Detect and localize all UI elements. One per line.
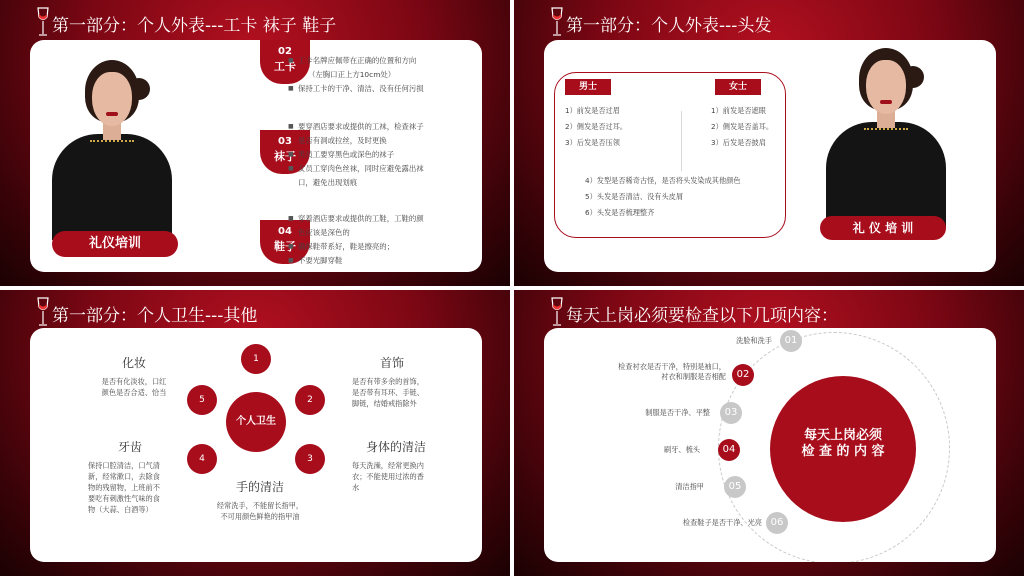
hand-cleaning-item — [210, 480, 310, 522]
node-1: 1 — [241, 344, 271, 374]
item-text: 是否有化淡妆，口红 — [101, 377, 167, 386]
step-03: 03 — [720, 402, 742, 424]
step-02-label: 检查衬衣是否干净，特别是袖口， 衬衣和制服是否相配 — [618, 362, 726, 381]
wine-glass-icon — [36, 297, 50, 327]
step-01-label: 洗脸和洗手 — [736, 336, 772, 345]
list-item: 3）后发是否披肩 — [711, 138, 766, 147]
presenter-photo — [826, 48, 946, 228]
slide-2[interactable] — [514, 0, 1024, 286]
body-cleaning-item — [352, 440, 426, 493]
content-card — [30, 328, 482, 562]
common-list — [585, 173, 741, 221]
node-5: 5 — [187, 385, 217, 415]
wine-glass-icon — [550, 7, 564, 37]
male-tag: 男士 — [565, 79, 611, 95]
content-card — [544, 328, 996, 562]
item-text: 要吃有刺激性气味的食 — [88, 494, 160, 503]
slide-title: 第一部分：个人外表---工卡 袜子 鞋子 — [52, 16, 337, 36]
slide-title: 每天上岗必须要检查以下几项内容： — [566, 306, 838, 326]
center-line: 检 查 的 内 容 — [801, 444, 885, 459]
socks-list — [288, 120, 424, 190]
item-heading: 身体的清洁 — [366, 440, 427, 454]
step-05-label: 清洁指甲 — [675, 482, 704, 491]
item-text: 保持口腔清洁，口气清 — [88, 461, 160, 470]
male-list — [565, 103, 627, 151]
item-heading: 手的清洁 — [235, 480, 284, 494]
item-text: 物的残留物，上班前不 — [88, 483, 160, 492]
list-item: ■ 要穿酒店要求或提供的工袜，检查袜子 — [288, 120, 424, 134]
list-item: ■ 男员工要穿黑色或深色的袜子 — [288, 148, 424, 162]
step-04: 04 — [718, 439, 740, 461]
center-line: 每天上岗必须 — [803, 428, 882, 443]
list-item: 2）侧发是否过耳。 — [565, 122, 628, 131]
list-item: 5）头发是否清洁、没有头皮屑 — [585, 192, 684, 201]
list-item: 是否有洞或拉丝，及时更换 — [298, 136, 387, 145]
jewelry-item — [352, 356, 424, 409]
tab-label: 工卡 — [274, 60, 296, 73]
female-tag: 女士 — [715, 79, 761, 95]
female-list — [711, 103, 773, 151]
list-item: 2）侧发是否盖耳。 — [711, 122, 774, 131]
slide-3[interactable] — [0, 290, 510, 576]
list-item: 3）后发是否压领 — [565, 138, 620, 147]
item-text: 是否有带多余的首饰， — [352, 377, 424, 386]
wine-glass-icon — [36, 7, 50, 37]
tab-number: 04 — [278, 226, 292, 237]
hair-checklist-box — [554, 72, 786, 238]
list-item: ■ 女员工穿肉色丝袜，同时应避免露出袜 — [288, 162, 424, 176]
list-item: （左胸口正上方10cm处） — [308, 70, 396, 79]
step-02: 02 — [732, 364, 754, 386]
item-text: 衣；不能使用过浓的香 — [352, 472, 424, 481]
item-text: 物（大蒜、白酒等） — [88, 505, 153, 514]
step-04-label: 刷牙、梳头 — [664, 445, 700, 454]
tab-number: 02 — [278, 46, 292, 57]
item-text: 每天洗澡，经常更换内 — [352, 461, 424, 470]
list-item: 1）前发是否遮眼 — [711, 106, 766, 115]
step-06: 06 — [766, 512, 788, 534]
slide-4[interactable] — [514, 290, 1024, 576]
slide-title: 第一部分：个人卫生---其他 — [52, 306, 258, 326]
list-item: ■ 保持工卡的干净、清洁、没有任何污损 — [288, 82, 424, 96]
item-heading: 化妆 — [121, 356, 146, 370]
step-03-label: 制服是否干净、平整 — [645, 408, 710, 417]
item-text: 不可用颜色鲜艳的指甲油 — [220, 512, 300, 521]
divider — [681, 111, 682, 171]
item-text: 水 — [352, 483, 360, 492]
tab-label: 袜子 — [274, 150, 296, 163]
teeth-item — [88, 440, 160, 515]
item-text: 经常洗手，不能留长指甲， — [216, 501, 304, 510]
tab-number: 03 — [278, 136, 292, 147]
list-item: ■ 工卡名牌应佩带在正确的位置和方向 — [288, 54, 424, 68]
slide-1[interactable] — [0, 0, 510, 286]
list-item: ■ 确保鞋带系好，鞋是擦亮的； — [288, 240, 424, 254]
work-card-list — [288, 54, 424, 96]
list-item: 1）前发是否过眉 — [565, 106, 620, 115]
item-heading: 首饰 — [380, 356, 405, 370]
step-05: 05 — [724, 476, 746, 498]
list-item: ■ 穿着酒店要求或提供的工鞋，工鞋的颜 — [288, 212, 424, 226]
item-text: 是否带有耳环、手链、 — [352, 388, 424, 397]
item-text: 颜色是否合适、恰当 — [101, 388, 167, 397]
slide-title: 第一部分：个人外表---头发 — [566, 16, 772, 36]
makeup-item — [92, 356, 176, 398]
list-item: 色应该是深色的 — [298, 228, 350, 237]
node-4: 4 — [187, 444, 217, 474]
tab-label: 鞋子 — [274, 240, 296, 253]
list-item: 口，避免出现划痕 — [298, 178, 358, 187]
presenter-photo — [52, 60, 172, 240]
list-item: ■ 不要光脚穿鞋 — [288, 254, 424, 268]
item-heading: 牙齿 — [118, 440, 143, 454]
shoes-list — [288, 212, 424, 268]
wine-glass-icon — [550, 297, 564, 327]
step-01: 01 — [780, 330, 802, 352]
daily-check-circle — [770, 376, 916, 522]
step-06-label: 检查鞋子是否干净、光亮 — [682, 518, 762, 527]
training-badge: 礼仪培训 — [52, 231, 178, 257]
content-card — [544, 40, 996, 272]
node-2: 2 — [295, 385, 325, 415]
item-text: 新，经常漱口，去除食 — [88, 472, 160, 481]
training-badge: 礼 仪 培 训 — [820, 216, 946, 240]
item-text: 脚链，结婚戒指除外 — [352, 399, 417, 408]
list-item: 4）发型是否稀奇古怪，是否将头发染成其他颜色 — [585, 176, 741, 185]
list-item: 6）头发是否梳理整齐 — [585, 208, 655, 217]
node-3: 3 — [295, 444, 325, 474]
hygiene-center-circle: 个人卫生 — [226, 392, 286, 452]
content-card — [30, 40, 482, 272]
